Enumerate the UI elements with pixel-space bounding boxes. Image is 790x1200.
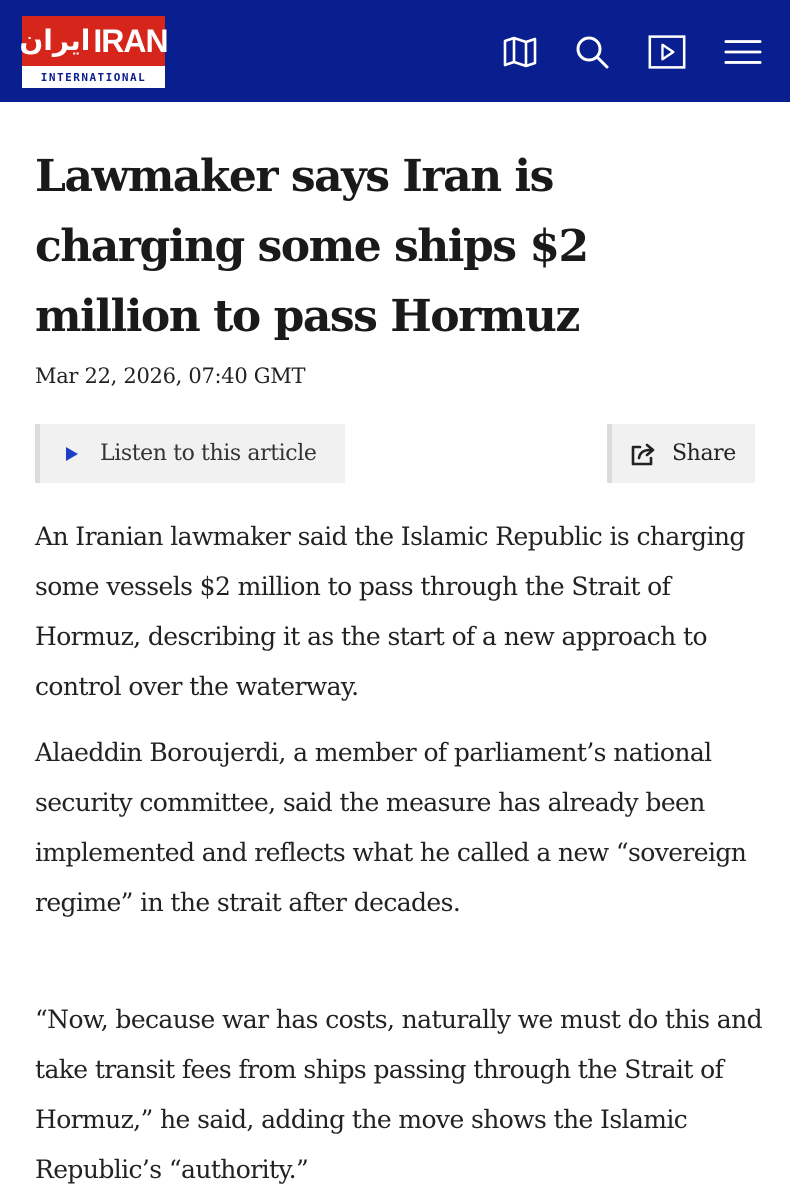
iran-international-logo[interactable] xyxy=(19,16,168,88)
article-headline: Lawmaker says Iran is charging some ships $2 million to pass Hormuz xyxy=(35,151,588,342)
logo-subtitle: INTERNATIONAL xyxy=(40,70,147,84)
site-header xyxy=(0,0,790,102)
share-label: Share xyxy=(672,441,736,466)
article-paragraph: An Iranian lawmaker said the Islamic Republic is charging some vessels $2 million to pass through the Strait of Hormuz, describing it as the start of a new approach to control over the waterway. xyxy=(35,522,745,701)
menu-icon[interactable] xyxy=(724,33,762,71)
video-icon[interactable] xyxy=(648,33,686,71)
share-button[interactable] xyxy=(607,424,755,483)
listen-label: Listen to this article xyxy=(100,441,317,466)
article-paragraph: “Now, because war has costs, naturally we must do this and take transit fees from ships passing through the Strait of Hormuz,” he said, adding the move shows the Islamic Republic’s “authority.” xyxy=(35,1005,763,1184)
share-icon xyxy=(630,441,658,467)
listen-to-article-button[interactable] xyxy=(35,424,345,483)
logo-english-text: IRAN xyxy=(93,23,168,59)
play-icon xyxy=(66,447,78,461)
search-icon[interactable] xyxy=(573,33,611,71)
logo-wordmark xyxy=(19,16,168,66)
article-date: Mar 22, 2026, 07:40 GMT xyxy=(35,364,306,388)
map-icon[interactable] xyxy=(501,33,539,71)
article-paragraph: Alaeddin Boroujerdi, a member of parliament’s national security committee, said the measure has already been implemented and reflects what he called a new “sovereign regime” in the strait after decades. xyxy=(35,738,747,917)
logo-persian-text: ایران xyxy=(19,24,91,57)
